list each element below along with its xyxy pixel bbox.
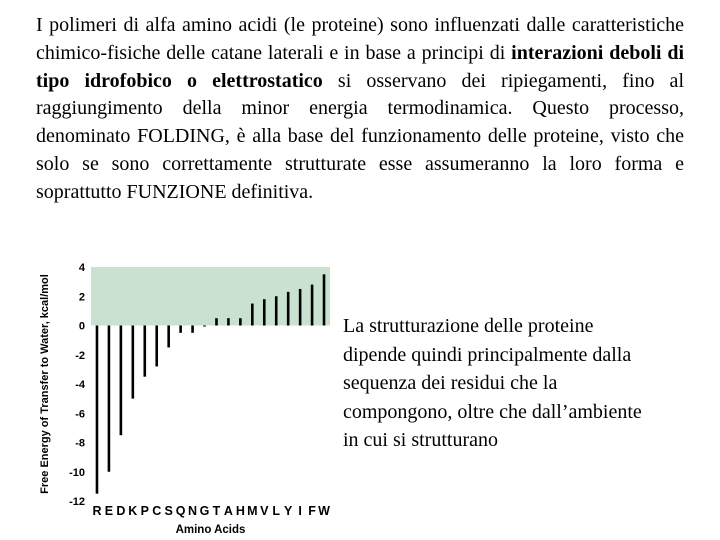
intro-text-1: I polimeri di alfa amino acidi (le proteine) sono influenzati dalle caratteristiche chimico-fisiche delle catane laterali e in base a principi di: [36, 14, 684, 64]
side-line-5: in cui si strutturano: [343, 429, 498, 451]
bar-N: [191, 326, 194, 333]
x-tick-label: H: [235, 504, 245, 518]
bar-C: [155, 326, 158, 367]
intro-paragraph: [36, 12, 684, 207]
bar-M: [251, 304, 254, 326]
bar-S: [167, 326, 170, 348]
x-tick-label: Y: [284, 504, 293, 518]
x-tick-label: V: [260, 504, 269, 518]
side-paragraph: [343, 312, 713, 455]
x-tick-label: W: [318, 504, 330, 518]
x-tick-label: G: [199, 504, 210, 518]
x-tick-label: F: [308, 504, 316, 518]
x-tick-label: I: [298, 504, 302, 518]
side-line-1: La strutturazione delle proteine: [343, 315, 594, 337]
x-tick-label: S: [164, 504, 173, 518]
y-tick-label: -8: [75, 437, 85, 450]
x-tick-label: D: [116, 504, 126, 518]
side-line-4: compongono, oltre che dall’ambiente: [343, 400, 642, 423]
x-tick-label: N: [188, 504, 198, 518]
y-tick-label: 0: [78, 320, 85, 333]
bar-H: [239, 318, 242, 325]
x-tick-label: M: [247, 504, 258, 518]
x-tick-label: P: [140, 504, 149, 518]
y-tick-label: -6: [75, 408, 85, 421]
x-tick-label: K: [128, 504, 138, 518]
side-line-2: dipende quindi principalmente dalla: [343, 343, 632, 366]
bar-K: [132, 326, 135, 399]
y-tick-label: -10: [69, 466, 85, 479]
x-axis-label: Amino Acids: [175, 524, 246, 536]
bar-A: [227, 318, 230, 325]
y-tick-label: -4: [75, 379, 85, 391]
y-tick-label: -2: [75, 349, 85, 362]
bar-Y: [287, 292, 290, 326]
free-energy-chart: [34, 247, 334, 540]
positive-region-band: [91, 267, 330, 326]
bar-W: [323, 274, 326, 325]
bar-V: [263, 299, 266, 325]
bar-D: [120, 326, 123, 436]
x-tick-label: Q: [175, 504, 186, 518]
side-line-3: sequenza dei residui che la: [343, 372, 558, 394]
x-tick-label: L: [272, 504, 281, 518]
bar-F: [311, 285, 314, 326]
bar-I: [299, 289, 302, 326]
x-tick-label: E: [104, 504, 114, 518]
x-tick-label: C: [152, 504, 162, 518]
y-axis-label: Free Energy of Transfer to Water, kcal/mol: [39, 274, 51, 494]
intro-text-2: si osservano dei ripiegamenti, fino al raggiungimento della minor energia termodinamica. Questo processo, denominato FOLDING, è alla base del funzionamento delle proteine, visto che solo se sono correttamente strutturate esse assumeranno la loro forma e soprattutto FUNZIONE definitiva.: [36, 69, 684, 203]
bar-G: [203, 326, 206, 327]
bar-R: [96, 326, 99, 494]
bar-L: [275, 296, 278, 325]
x-tick-label: A: [223, 504, 233, 518]
y-tick-label: 4: [78, 262, 85, 274]
bar-P: [143, 326, 146, 377]
bar-T: [215, 318, 218, 325]
y-tick-label: 2: [78, 291, 85, 304]
intro-bold-text: interazioni deboli di tipo idrofobico o elettrostatico: [36, 41, 684, 92]
y-tick-label: -12: [69, 496, 85, 508]
bar-E: [108, 326, 111, 472]
x-tick-label: R: [92, 504, 102, 518]
x-tick-label: T: [212, 504, 221, 518]
bar-Q: [179, 326, 182, 333]
